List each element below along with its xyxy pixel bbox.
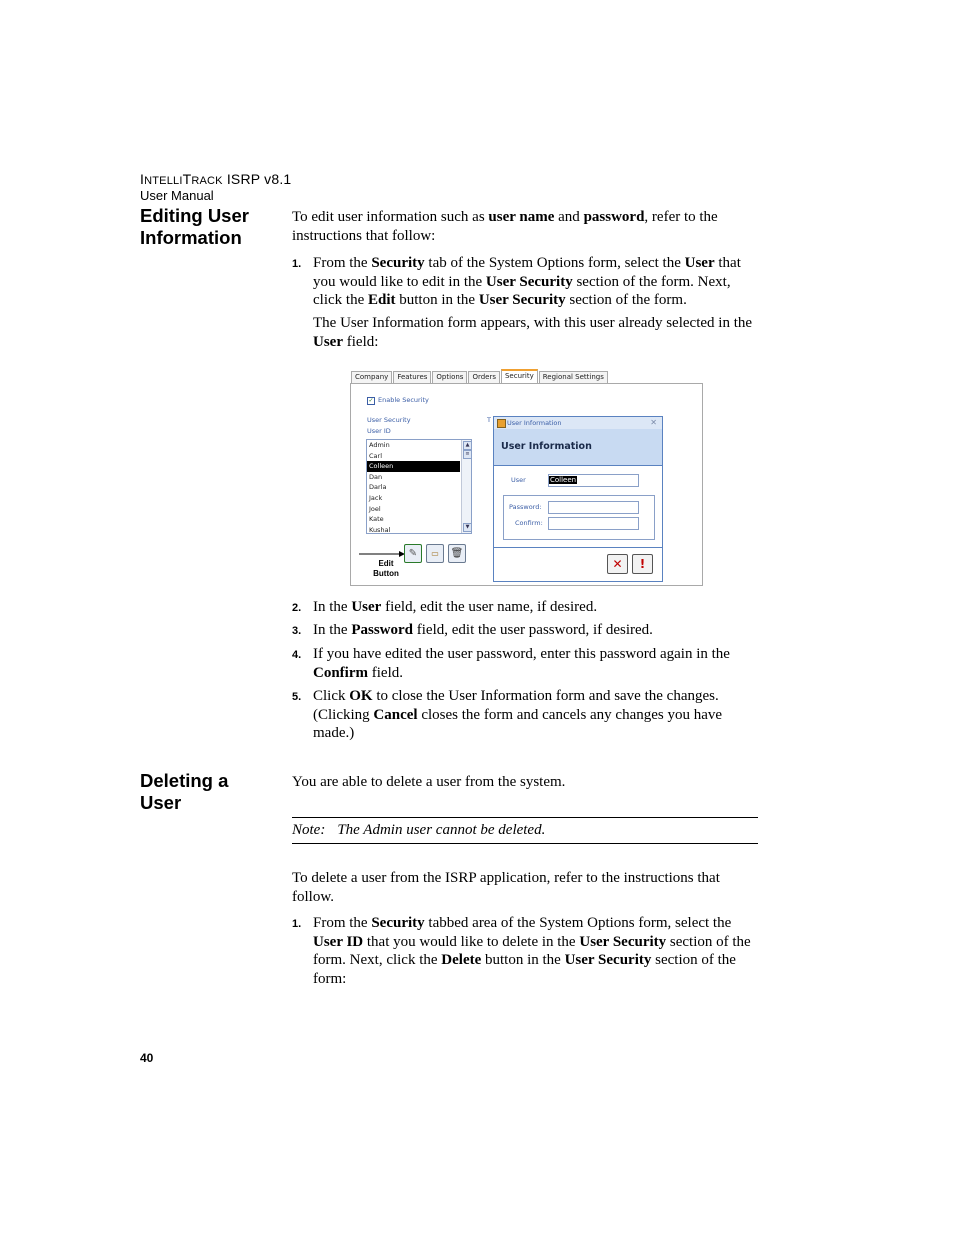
app-icon bbox=[497, 419, 506, 428]
tab-security[interactable]: Security bbox=[501, 369, 538, 384]
add-icon: ▭ bbox=[431, 549, 439, 558]
user-information-dialog bbox=[493, 416, 663, 582]
confirm-field[interactable] bbox=[548, 517, 639, 530]
scroll-up-icon[interactable]: ▲ bbox=[463, 441, 472, 450]
tab-strip bbox=[351, 371, 609, 383]
list-item[interactable]: Carl bbox=[369, 451, 382, 460]
section-heading-deleting-user: Deleting a User bbox=[140, 770, 229, 813]
note-label: Note: bbox=[292, 822, 326, 838]
password-field[interactable] bbox=[548, 501, 639, 514]
password-label: Password: bbox=[509, 503, 542, 511]
list-item-selected[interactable]: Colleen bbox=[367, 461, 460, 472]
list-item[interactable]: Dan bbox=[369, 472, 383, 481]
delete-button[interactable] bbox=[448, 544, 466, 563]
edit-button[interactable] bbox=[404, 544, 422, 563]
user-id-listbox[interactable] bbox=[366, 439, 472, 534]
confirm-label: Confirm: bbox=[515, 519, 543, 527]
listbox-scrollbar[interactable] bbox=[461, 440, 471, 533]
note bbox=[292, 821, 545, 840]
step-text: In the User field, edit the user name, if desired. bbox=[313, 599, 598, 615]
dialog-titlebar bbox=[494, 417, 662, 429]
ok-button[interactable] bbox=[632, 554, 653, 574]
step-continuation: The User Information form appears, with this user already selected in the User field: bbox=[313, 315, 753, 350]
deleting-intro-paragraph: You are able to delete a user from the system. bbox=[292, 774, 566, 790]
tab-features[interactable]: Features bbox=[393, 371, 431, 383]
step-number: 1. bbox=[292, 918, 302, 930]
list-item[interactable]: Joel bbox=[369, 504, 381, 513]
step-text: Click OK to close the User Information form and save the changes. (Clicking Cancel closes the form and cancels any changes you have made.) bbox=[313, 688, 723, 741]
callout-arrow-icon bbox=[359, 550, 405, 558]
note-top-rule bbox=[292, 817, 758, 818]
enable-security-checkbox[interactable]: ✓ bbox=[368, 397, 374, 404]
list-item[interactable]: Darla bbox=[369, 483, 387, 492]
scroll-down-icon[interactable]: ▼ bbox=[463, 523, 472, 532]
list-item[interactable]: Admin bbox=[369, 441, 390, 449]
step-number: 5. bbox=[292, 691, 302, 703]
user-field-value: Colleen bbox=[550, 476, 577, 484]
user-id-label: User ID bbox=[367, 427, 391, 435]
running-header-title: INTELLITRACK ISRP v8.1 bbox=[140, 171, 292, 187]
security-panel bbox=[350, 383, 703, 586]
add-button[interactable] bbox=[426, 544, 444, 563]
delete-icon: 🗑 bbox=[450, 548, 464, 559]
screenshot-figure bbox=[350, 369, 702, 585]
enable-security-label: Enable Security bbox=[378, 396, 429, 404]
password-group bbox=[503, 495, 655, 540]
tab-orders[interactable]: Orders bbox=[468, 371, 500, 383]
deleting-instructions-paragraph: To delete a user from the ISRP application, refer to the instructions that follow. bbox=[292, 870, 720, 905]
edit-icon: ✎ bbox=[408, 548, 418, 559]
section-heading-editing-user: Editing User Information bbox=[140, 205, 249, 248]
close-x-icon: ✕ bbox=[612, 557, 623, 571]
obscured-label-fragment: T bbox=[487, 416, 491, 424]
editing-intro-paragraph: To edit user information such as user name and password, refer to the instructions that follow: bbox=[292, 209, 718, 244]
edit-button-callout: Edit Button bbox=[373, 559, 399, 578]
step-text: In the Password field, edit the user password, if desired. bbox=[313, 622, 653, 638]
page-number: 40 bbox=[140, 1051, 154, 1065]
list-item[interactable]: Kushal bbox=[369, 525, 391, 534]
step-number: 4. bbox=[292, 649, 302, 661]
step-text: From the Security tab of the System Options form, select the User that you would like to edit in the User Security section of the form. Next, click the Edit button in the User Security section of the form. bbox=[313, 255, 741, 308]
note-text: The Admin user cannot be deleted. bbox=[337, 822, 546, 838]
step-number: 2. bbox=[292, 602, 302, 614]
step-text: From the Security tabbed area of the System Options form, select the User ID that you would like to delete in the User Security section of the form. Next, click the Delete button in the User Security section of the form: bbox=[313, 915, 751, 987]
user-label: User bbox=[511, 476, 526, 484]
step-text: If you have edited the user password, enter this password again in the Confirm field. bbox=[313, 646, 730, 681]
tab-company[interactable]: Company bbox=[351, 371, 392, 383]
user-security-label: User Security bbox=[367, 416, 411, 424]
step-number: 1. bbox=[292, 258, 302, 270]
tab-regional-settings[interactable]: Regional Settings bbox=[539, 371, 608, 383]
step-number: 3. bbox=[292, 625, 302, 637]
user-field[interactable] bbox=[548, 474, 639, 487]
ok-exclamation-icon: ! bbox=[639, 557, 646, 571]
note-bottom-rule bbox=[292, 843, 758, 844]
dialog-window-title: User Information bbox=[507, 419, 562, 427]
dialog-heading: User Information bbox=[501, 441, 592, 452]
scroll-thumb-icon[interactable]: ≡ bbox=[463, 450, 472, 459]
cancel-button[interactable] bbox=[607, 554, 628, 574]
running-header-subtitle: User Manual bbox=[140, 188, 214, 203]
tab-options[interactable]: Options bbox=[432, 371, 467, 383]
list-item[interactable]: Jack bbox=[369, 493, 383, 502]
close-icon[interactable]: ✕ bbox=[650, 418, 657, 427]
dialog-header-band bbox=[494, 429, 662, 466]
dialog-divider bbox=[494, 547, 662, 548]
list-item[interactable]: Kate bbox=[369, 515, 384, 524]
